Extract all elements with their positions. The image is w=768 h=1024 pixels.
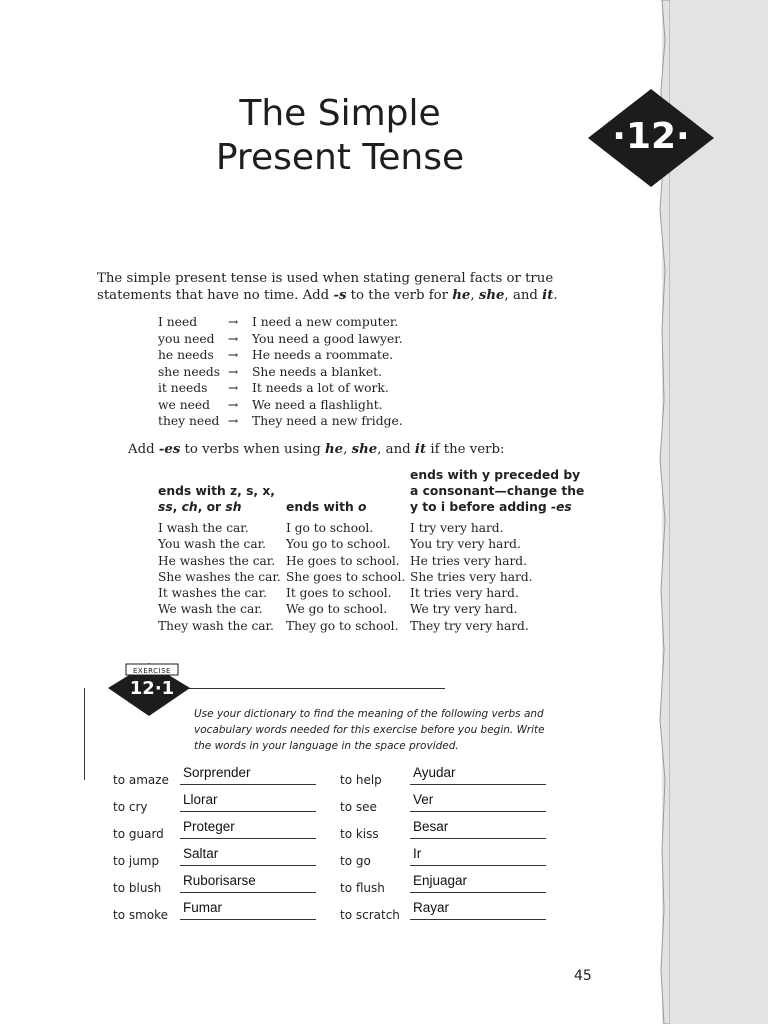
col-zsx-ch: ch: [181, 500, 198, 514]
add-es-text-c: if the verb:: [426, 442, 505, 457]
col-zsx-examples: [158, 520, 281, 634]
col-y-line: She tries very hard.: [410, 569, 533, 584]
col-y-head-3: y to i before adding: [410, 500, 551, 514]
col-o-line: I go to school.: [286, 521, 374, 535]
col-zsx-sep: ,: [172, 500, 182, 514]
vocab-answer-field[interactable]: Ayudar: [413, 765, 456, 780]
add-es-sep-2: , and: [377, 442, 415, 457]
vocab-term: to guard: [113, 827, 164, 841]
vocab-answer-field[interactable]: Ruborisarse: [183, 873, 256, 888]
add-es-it: it: [414, 442, 427, 457]
arrow-icon: →: [228, 414, 239, 428]
col-o-line: She goes to school.: [286, 569, 406, 584]
add-es-text-b: to verbs when using: [180, 442, 325, 457]
col-o-letter: o: [358, 500, 367, 514]
example-sentence: It needs a lot of work.: [252, 381, 389, 395]
col-y-line: It tries very hard.: [410, 586, 519, 601]
exercise-rule-horizontal: [150, 688, 445, 689]
vocab-term: to flush: [340, 881, 385, 895]
answer-line: [180, 919, 316, 920]
answer-line: [410, 784, 546, 785]
arrow-icon: →: [228, 348, 239, 362]
vocab-answer-field[interactable]: Saltar: [183, 846, 219, 861]
col-y-head-2: a consonant—change the: [410, 484, 585, 498]
add-es-sep: ,: [343, 442, 352, 457]
example-row: [158, 364, 403, 381]
vocab-term: to kiss: [340, 827, 379, 841]
col-y-examples: [410, 520, 533, 634]
col-zsx-header: [158, 483, 275, 515]
example-row: [158, 314, 403, 331]
example-row: [158, 347, 403, 364]
col-o-examples: [286, 520, 405, 634]
example-sentence: We need a flashlight.: [252, 397, 383, 412]
example-verb: I need: [158, 315, 198, 329]
vocab-answer-field[interactable]: Rayar: [413, 900, 450, 915]
vocab-term: to cry: [113, 800, 148, 814]
example-sentence: You need a good lawyer.: [252, 331, 403, 346]
vocab-answer-field[interactable]: Ir: [413, 846, 422, 861]
vocab-term: to see: [340, 800, 377, 814]
example-row: [158, 397, 403, 414]
intro-text: The simple present tense is used when stating general facts or true statements that have no time. Add: [97, 271, 554, 303]
s-examples-table: [158, 314, 403, 430]
answer-line: [180, 838, 316, 839]
col-y-header: [410, 467, 584, 515]
example-sentence: I need a new computer.: [252, 315, 399, 329]
example-row: [158, 331, 403, 348]
exercise-rule-vertical: [84, 688, 85, 780]
exercise-number: 12·1: [129, 678, 175, 699]
col-zsx-line: He washes the car.: [158, 553, 276, 568]
answer-line: [410, 865, 546, 866]
answer-line: [410, 919, 546, 920]
vocab-answer-field[interactable]: Fumar: [183, 900, 223, 915]
add-es-suffix: -es: [158, 442, 181, 457]
arrow-icon: →: [228, 381, 239, 395]
example-verb: we need: [158, 397, 211, 412]
chapter-number: ·12·: [612, 116, 690, 157]
col-o-line: You go to school.: [286, 537, 391, 552]
example-sentence: He needs a roommate.: [252, 348, 394, 362]
vocab-term: to amaze: [113, 773, 169, 787]
intro-sep-2: , and: [504, 288, 543, 303]
vocab-answer-field[interactable]: Sorprender: [183, 765, 251, 780]
vocab-answer-field[interactable]: Enjuagar: [413, 873, 468, 888]
vocab-answer-field[interactable]: Ver: [413, 792, 434, 807]
intro-she: she: [478, 288, 505, 303]
vocab-answer-field[interactable]: Proteger: [183, 819, 235, 834]
example-row: [158, 413, 403, 430]
arrow-icon: →: [228, 331, 239, 346]
col-zsx-line: We wash the car.: [158, 602, 263, 617]
answer-line: [410, 811, 546, 812]
answer-line: [180, 784, 316, 785]
arrow-icon: →: [228, 397, 239, 412]
col-y-head-1: ends with y preceded by: [410, 468, 581, 482]
add-es-text: Add: [128, 442, 159, 457]
col-zsx-line: She washes the car.: [158, 569, 281, 584]
col-y-line: We try very hard.: [410, 602, 518, 617]
vocab-term: to go: [340, 854, 371, 868]
exercise-label: EXERCISE: [133, 667, 171, 675]
answer-line: [410, 892, 546, 893]
add-es-line: [128, 441, 504, 458]
col-o-line: It goes to school.: [286, 586, 392, 601]
col-y-line: He tries very hard.: [410, 553, 527, 568]
col-o-line: They go to school.: [286, 618, 399, 633]
example-verb: it needs: [158, 381, 208, 395]
example-verb: they need: [158, 414, 220, 428]
intro-he: he: [452, 288, 471, 303]
col-zsx-sh: sh: [225, 500, 242, 514]
example-verb: he needs: [158, 348, 214, 362]
answer-line: [180, 865, 316, 866]
intro-end: .: [553, 288, 558, 303]
chapter-title-line-2: Present Tense: [215, 137, 465, 178]
intro-sep: ,: [470, 288, 479, 303]
col-zsx-head-1: ends with z, s, x,: [158, 484, 275, 498]
chapter-title: [150, 92, 530, 180]
page-number: 45: [574, 968, 592, 984]
vocab-term: to blush: [113, 881, 162, 895]
vocab-answer-field[interactable]: Llorar: [183, 792, 218, 807]
answer-line: [180, 811, 316, 812]
chapter-title-line-1: The Simple: [239, 93, 441, 134]
col-zsx-line: I wash the car.: [158, 521, 249, 535]
col-zsx-line: You wash the car.: [158, 537, 267, 552]
col-y-line: They try very hard.: [410, 618, 529, 633]
example-sentence: She needs a blanket.: [252, 364, 382, 379]
example-row: [158, 380, 403, 397]
col-y-line: You try very hard.: [410, 537, 521, 552]
col-o-header: [286, 499, 366, 515]
arrow-icon: →: [228, 315, 239, 329]
intro-it: it: [542, 288, 554, 303]
vocab-answer-field[interactable]: Besar: [413, 819, 449, 834]
add-es-she: she: [351, 442, 378, 457]
col-zsx-or: , or: [197, 500, 226, 514]
col-y-suffix: -es: [550, 500, 572, 514]
col-o-head: ends with: [286, 500, 358, 514]
example-sentence: They need a new fridge.: [252, 414, 403, 428]
col-o-line: He goes to school.: [286, 553, 400, 568]
vocab-term: to help: [340, 773, 382, 787]
col-o-line: We go to school.: [286, 602, 388, 617]
intro-text-b: to the verb for: [346, 288, 453, 303]
intro-suffix: -s: [333, 288, 347, 303]
vocab-term: to smoke: [113, 908, 169, 922]
exercise-instructions: Use your dictionary to find the meaning of the following verbs and vocabulary words needed for this exercise before you begin. Write the words in your language in the space provided.: [194, 708, 545, 752]
col-zsx-ss: ss: [158, 500, 173, 514]
col-y-line: I try very hard.: [410, 521, 504, 535]
arrow-icon: →: [228, 364, 239, 379]
example-verb: you need: [158, 331, 215, 346]
vocab-term: to jump: [113, 854, 160, 868]
intro-paragraph: [97, 270, 597, 304]
example-verb: she needs: [158, 364, 221, 379]
col-zsx-line: It washes the car.: [158, 586, 268, 601]
add-es-he: he: [324, 442, 344, 457]
col-zsx-line: They wash the car.: [158, 618, 274, 633]
vocab-term: to scratch: [340, 908, 400, 922]
answer-line: [180, 892, 316, 893]
answer-line: [410, 838, 546, 839]
